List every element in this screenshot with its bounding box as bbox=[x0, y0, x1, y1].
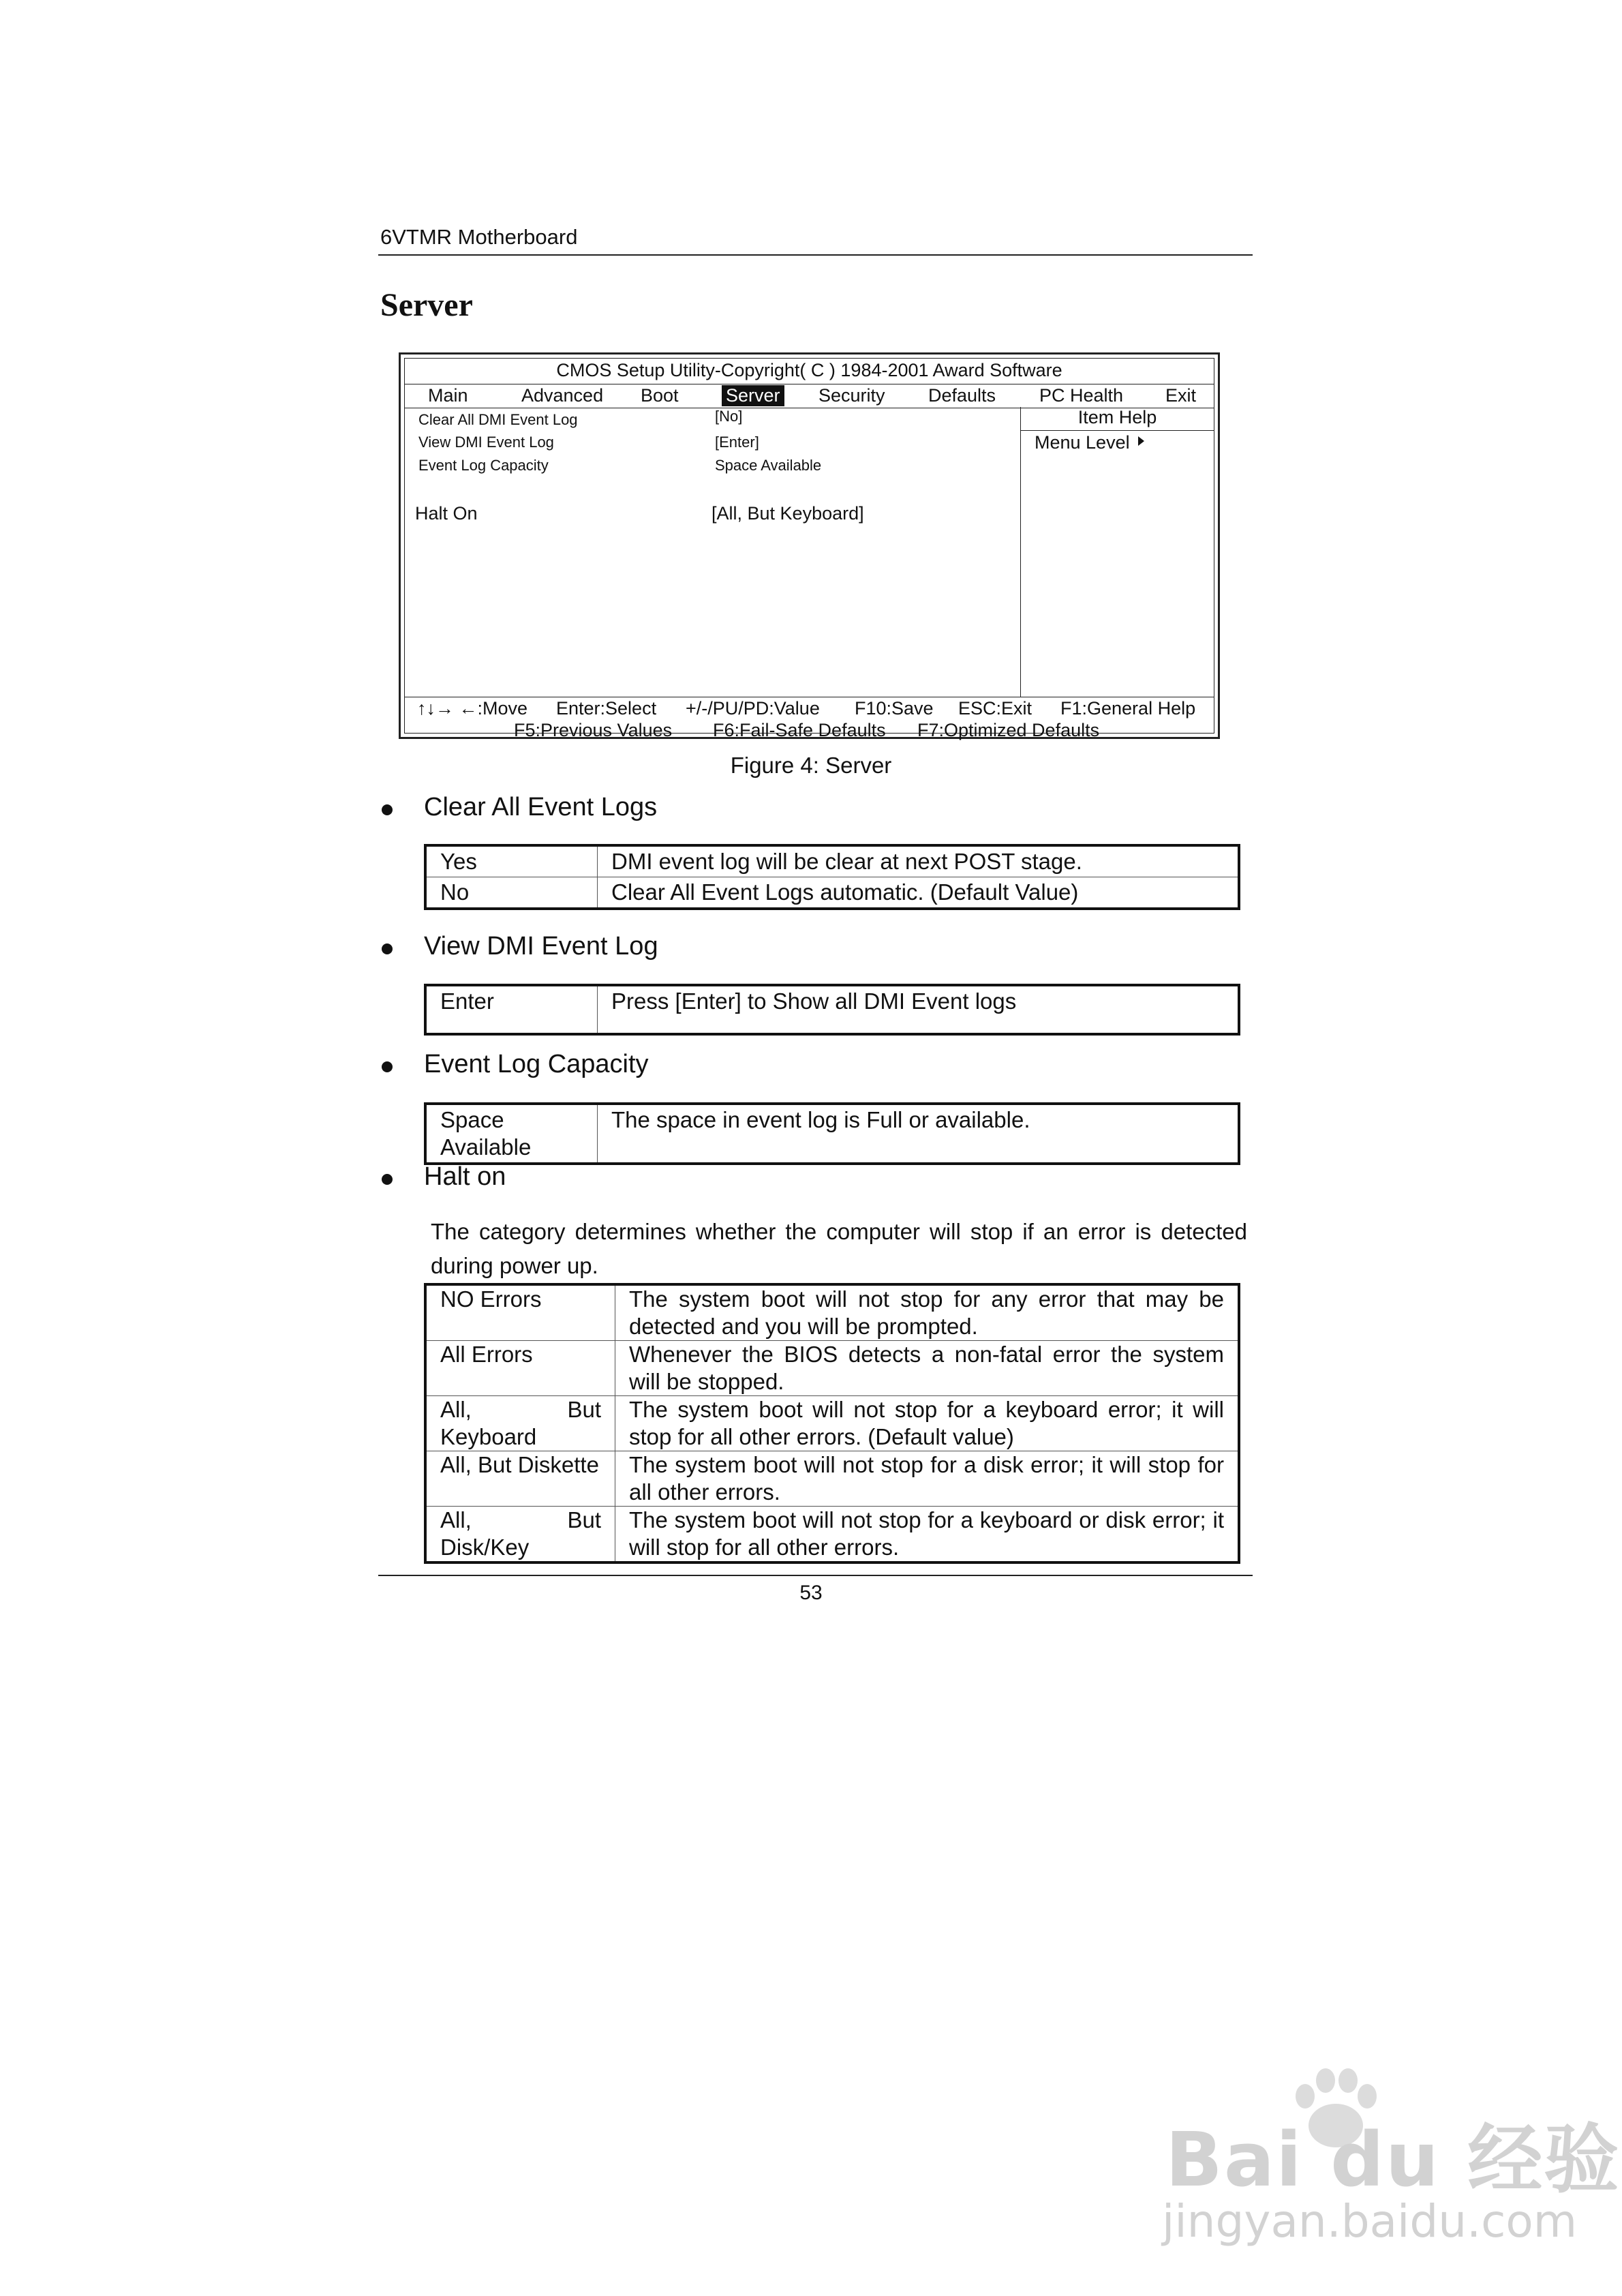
option-description: The system boot will not stop for a disk error; it will stop for all other errors. bbox=[615, 1451, 1240, 1507]
bios-item-label: Halt On bbox=[415, 503, 478, 524]
bios-item-label: Event Log Capacity bbox=[418, 457, 549, 474]
table-row bbox=[425, 1396, 1239, 1451]
bios-key-f7: F7:Optimized Defaults bbox=[917, 720, 1100, 740]
footer-rule bbox=[378, 1575, 1253, 1576]
figure-caption: Figure 4: Server bbox=[730, 753, 892, 778]
option-name: All Errors bbox=[425, 1341, 615, 1396]
bios-key-save: F10:Save bbox=[855, 698, 934, 719]
bios-key-f6: F6:Fail-Safe Defaults bbox=[713, 720, 886, 740]
table-row bbox=[425, 1451, 1239, 1507]
bios-key-move: ↑↓→ ←:Move bbox=[417, 698, 528, 719]
table-row bbox=[425, 845, 1239, 877]
table-row bbox=[425, 1104, 1239, 1164]
bios-menu-defaults: Defaults bbox=[928, 385, 996, 406]
bios-key-esc: ESC:Exit bbox=[958, 698, 1032, 719]
bios-menu-main: Main bbox=[428, 385, 468, 406]
bios-item-value: [All, But Keyboard] bbox=[711, 503, 864, 524]
bullet-icon bbox=[382, 1061, 393, 1072]
option-name: All, But Keyboard bbox=[425, 1396, 615, 1451]
table-row bbox=[425, 1507, 1239, 1563]
option-description: Clear All Event Logs automatic. (Default Value) bbox=[598, 877, 1240, 909]
option-name: Yes bbox=[425, 845, 598, 877]
bios-menu-boot: Boot bbox=[641, 385, 679, 406]
bios-title: CMOS Setup Utility-Copyright( C ) 1984-2001 Award Software bbox=[556, 360, 1062, 380]
option-table bbox=[424, 984, 1240, 1036]
table-row bbox=[425, 1284, 1239, 1341]
bios-key-help: F1:General Help bbox=[1060, 698, 1196, 719]
section-title: Server bbox=[380, 287, 473, 323]
option-description: Press [Enter] to Show all DMI Event logs bbox=[598, 985, 1240, 1034]
option-name: All, But Diskette bbox=[425, 1451, 615, 1507]
triangle-right-icon bbox=[1138, 436, 1144, 446]
bios-item-help-title: Item Help bbox=[1021, 407, 1214, 431]
bios-menu-security: Security bbox=[818, 385, 885, 406]
bios-menu-pc-health: PC Health bbox=[1039, 385, 1124, 406]
bios-menu-server: Server bbox=[722, 385, 784, 406]
section-heading: Event Log Capacity bbox=[424, 1050, 649, 1078]
section-heading: Clear All Event Logs bbox=[424, 793, 658, 821]
option-description: The system boot will not stop for any error that may be detected and you will be prompted. bbox=[615, 1284, 1240, 1341]
option-name: No bbox=[425, 877, 598, 909]
table-row bbox=[425, 877, 1239, 909]
table-row bbox=[425, 985, 1239, 1034]
watermark-logo: Bai du 经验 bbox=[1165, 2116, 1621, 2203]
bios-item-label: View DMI Event Log bbox=[418, 434, 554, 451]
option-description: DMI event log will be clear at next POST stage. bbox=[598, 845, 1240, 877]
bios-item-help-panel bbox=[1020, 407, 1214, 697]
bios-menu-level-label: Menu Level bbox=[1035, 432, 1130, 453]
option-description: Whenever the BIOS detects a non-fatal error the system will be stopped. bbox=[615, 1341, 1240, 1396]
bios-key-legend bbox=[405, 697, 1214, 740]
option-table bbox=[424, 844, 1240, 910]
option-name: All, But Disk/Key bbox=[425, 1507, 615, 1563]
section-heading: Halt on bbox=[424, 1162, 506, 1191]
header-rule bbox=[378, 254, 1253, 256]
bios-menu-level bbox=[1035, 432, 1144, 453]
bios-item-label: Clear All DMI Event Log bbox=[418, 411, 578, 428]
bios-item-value: [Enter] bbox=[715, 434, 759, 451]
watermark-url: jingyan.baidu.com bbox=[1162, 2195, 1578, 2248]
option-table bbox=[424, 1283, 1240, 1564]
running-header: 6VTMR Motherboard bbox=[380, 225, 578, 249]
option-name: Space Available bbox=[425, 1104, 598, 1164]
bullet-icon bbox=[382, 1174, 393, 1185]
bios-menubar bbox=[405, 384, 1214, 408]
option-description: The space in event log is Full or available. bbox=[598, 1104, 1240, 1164]
bios-screen-figure bbox=[399, 352, 1220, 739]
bios-key-f5: F5:Previous Values bbox=[514, 720, 673, 740]
halt-on-description: The category determines whether the computer will stop if an error is detected during power up. bbox=[431, 1219, 1247, 1278]
bios-key-value: +/-/PU/PD:Value bbox=[686, 698, 820, 719]
bios-menu-exit: Exit bbox=[1165, 385, 1197, 406]
page-number: 53 bbox=[799, 1582, 823, 1604]
bios-key-enter: Enter:Select bbox=[556, 698, 657, 719]
bullet-icon bbox=[382, 804, 393, 815]
bios-item-value: [No] bbox=[715, 408, 743, 425]
option-table bbox=[424, 1102, 1240, 1165]
table-row bbox=[425, 1341, 1239, 1396]
option-description: The system boot will not stop for a keyboard or disk error; it will stop for all other errors. bbox=[615, 1507, 1240, 1563]
option-name: Enter bbox=[425, 985, 598, 1034]
option-description: The system boot will not stop for a keyboard error; it will stop for all other errors. (Default value) bbox=[615, 1396, 1240, 1451]
bios-item-value: Space Available bbox=[715, 457, 822, 474]
bios-menu-advanced: Advanced bbox=[521, 385, 604, 406]
option-name: NO Errors bbox=[425, 1284, 615, 1341]
bullet-icon bbox=[382, 943, 393, 954]
bios-frame bbox=[404, 358, 1214, 740]
section-heading: View DMI Event Log bbox=[424, 932, 658, 961]
